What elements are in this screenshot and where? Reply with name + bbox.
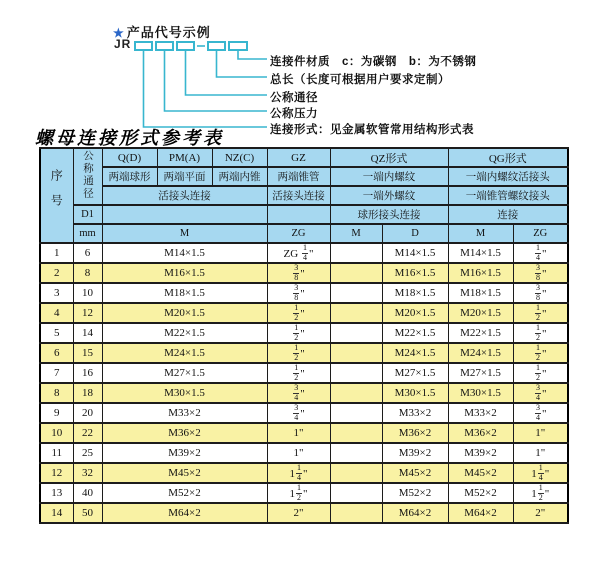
col-dn-header (73, 148, 102, 205)
connector-line-5 (144, 50, 268, 127)
cell-qz_d: M36×2 (382, 423, 448, 443)
cell-no: 1 (40, 243, 73, 263)
cell-qz_d: M64×2 (382, 503, 448, 523)
cell-qz_m (330, 323, 382, 343)
cell-gz: 1" (267, 423, 330, 443)
cell-qz_d: M39×2 (382, 443, 448, 463)
cell-dn: 25 (73, 443, 102, 463)
mm-header: mm (73, 224, 102, 243)
qz-type-inner: 一端内螺纹 (330, 167, 448, 186)
table-title: 螺母连接形式参考表 (35, 128, 224, 148)
qpn-blank (102, 205, 267, 224)
qg-connect: 连接 (448, 205, 568, 224)
cell-qg_m: M36×2 (448, 423, 513, 443)
cell-qz_d: M27×1.5 (382, 363, 448, 383)
code-label-diameter: 公称通径 (270, 92, 318, 104)
seq-label: 序号 (49, 169, 64, 219)
cell-gz: $\frac{3}{8}$ " (267, 263, 330, 283)
cell-m: M39×2 (102, 443, 267, 463)
table-row (40, 343, 568, 363)
cell-qz_m (330, 243, 382, 263)
cell-qg_zg: 1" (513, 443, 568, 463)
code-box-5 (229, 42, 247, 50)
cell-no: 12 (40, 463, 73, 483)
cell-qz_d: M14×1.5 (382, 243, 448, 263)
qg-type-taper: 一端锥管螺纹接头 (448, 186, 568, 205)
cell-m: M27×1.5 (102, 363, 267, 383)
cell-dn: 15 (73, 343, 102, 363)
cell-qz_m (330, 443, 382, 463)
cell-qz_d: M45×2 (382, 463, 448, 483)
cell-gz: 1 $\frac{1}{4}$ " (267, 463, 330, 483)
cell-qg_zg: $\frac{3}{8}$ " (513, 263, 568, 283)
cell-qz_d: M20×1.5 (382, 303, 448, 323)
product-code-prefix: JR (114, 37, 132, 51)
cell-qg_zg: 1" (513, 423, 568, 443)
cell-dn: 6 (73, 243, 102, 263)
cell-dn: 14 (73, 323, 102, 343)
table-row (40, 443, 568, 463)
cell-dn: 50 (73, 503, 102, 523)
cell-qg_m: M52×2 (448, 483, 513, 503)
header-row-1 (40, 148, 568, 167)
table-row (40, 323, 568, 343)
code-label-pressure: 公称压力 (270, 108, 318, 120)
cell-gz: $\frac{1}{2}$ " (267, 323, 330, 343)
gz-type: 两端锥管 (267, 167, 330, 186)
pm-type: 两端平面 (157, 167, 212, 186)
cell-dn: 16 (73, 363, 102, 383)
code-label-connection: 连接形式：见金属软管常用结构形式表 (270, 124, 474, 136)
cell-qz_d: M16×1.5 (382, 263, 448, 283)
cell-m: M20×1.5 (102, 303, 267, 323)
reference-table (39, 147, 569, 524)
cell-qg_zg: $\frac{1}{2}$ " (513, 343, 568, 363)
cell-qz_d: M33×2 (382, 403, 448, 423)
cell-gz: $\frac{3}{8}$ " (267, 283, 330, 303)
cell-qg_m: M45×2 (448, 463, 513, 483)
cell-m: M36×2 (102, 423, 267, 443)
connector-line-2 (217, 50, 268, 77)
cell-no: 7 (40, 363, 73, 383)
cell-qz_m (330, 263, 382, 283)
table-row (40, 263, 568, 283)
col-qz-code: QZ形式 (330, 148, 448, 167)
qg-type-inner: 一端内螺纹活接头 (448, 167, 568, 186)
cell-gz: $\frac{3}{4}$ " (267, 403, 330, 423)
qpn-connect: 活接头连接 (102, 186, 267, 205)
code-box-2 (156, 42, 173, 50)
qz-type-outer: 一端外螺纹 (330, 186, 448, 205)
cell-qg_m: M24×1.5 (448, 343, 513, 363)
table-row (40, 283, 568, 303)
cell-qg_zg: 1 $\frac{1}{4}$ " (513, 463, 568, 483)
cell-no: 9 (40, 403, 73, 423)
col-seq-header (40, 148, 73, 243)
cell-no: 5 (40, 323, 73, 343)
cell-no: 6 (40, 343, 73, 363)
table-row (40, 363, 568, 383)
table-row (40, 403, 568, 423)
table-row (40, 383, 568, 403)
cell-qg_zg: $\frac{3}{4}$ " (513, 383, 568, 403)
col-q-code: Q(D) (102, 148, 157, 167)
cell-qg_m: M30×1.5 (448, 383, 513, 403)
cell-no: 11 (40, 443, 73, 463)
connector-line-3 (186, 50, 268, 95)
cell-dn: 12 (73, 303, 102, 323)
code-label-material: 连接件材质 c：为碳钢 b：为不锈钢 (270, 56, 477, 68)
code-box-3 (177, 42, 194, 50)
cell-no: 2 (40, 263, 73, 283)
cell-qz_d: M24×1.5 (382, 343, 448, 363)
cell-qg_zg: 2" (513, 503, 568, 523)
cell-dn: 22 (73, 423, 102, 443)
cell-qg_zg: $\frac{1}{2}$ " (513, 303, 568, 323)
cell-qz_m (330, 503, 382, 523)
header-row-2 (40, 167, 568, 186)
q-type: 两端球形 (102, 167, 157, 186)
cell-qg_zg: 1 $\frac{1}{2}$ " (513, 483, 568, 503)
cell-dn: 8 (73, 263, 102, 283)
code-box-4 (208, 42, 225, 50)
cell-m: M14×1.5 (102, 243, 267, 263)
cell-qg_zg: $\frac{1}{2}$ " (513, 323, 568, 343)
gz-blank (267, 205, 330, 224)
header-row-4 (40, 205, 568, 224)
cell-qg_zg: $\frac{1}{4}$ " (513, 243, 568, 263)
cell-gz: 1" (267, 443, 330, 463)
header-row-3 (40, 186, 568, 205)
cell-dn: 18 (73, 383, 102, 403)
cell-no: 3 (40, 283, 73, 303)
code-label-length: 总长（长度可根据用户要求定制） (270, 74, 450, 86)
cell-dn: 10 (73, 283, 102, 303)
cell-m: M33×2 (102, 403, 267, 423)
qz-unit-m: M (330, 224, 382, 243)
cell-gz: 2" (267, 503, 330, 523)
dn-label: 公称通径 (82, 150, 93, 200)
cell-m: M16×1.5 (102, 263, 267, 283)
cell-gz: $\frac{1}{2}$ " (267, 343, 330, 363)
cell-qz_m (330, 383, 382, 403)
cell-qz_d: M30×1.5 (382, 383, 448, 403)
cell-m: M18×1.5 (102, 283, 267, 303)
reference-table-wrap (39, 147, 569, 524)
qz-ball-connect: 球形接头连接 (330, 205, 448, 224)
cell-qz_m (330, 483, 382, 503)
cell-dn: 40 (73, 483, 102, 503)
col-qg-code: QG形式 (448, 148, 568, 167)
table-body (40, 243, 568, 523)
cell-qg_m: M33×2 (448, 403, 513, 423)
cell-qg_m: M16×1.5 (448, 263, 513, 283)
cell-qg_zg: $\frac{3}{8}$ " (513, 283, 568, 303)
table-row (40, 423, 568, 443)
unit-zg: ZG (267, 224, 330, 243)
qg-unit-zg: ZG (513, 224, 568, 243)
diagram-title-text: 产品代号示例 (126, 25, 211, 40)
cell-qz_d: M18×1.5 (382, 283, 448, 303)
cell-no: 10 (40, 423, 73, 443)
cell-gz: ZG $\frac{1}{4}$ " (267, 243, 330, 263)
cell-m: M30×1.5 (102, 383, 267, 403)
cell-qg_zg: $\frac{1}{2}$ " (513, 363, 568, 383)
cell-qg_m: M64×2 (448, 503, 513, 523)
cell-qz_m (330, 403, 382, 423)
qz-unit-d: D (382, 224, 448, 243)
col-pm-code: PM(A) (157, 148, 212, 167)
cell-qz_m (330, 423, 382, 443)
col-gz-code: GZ (267, 148, 330, 167)
cell-m: M22×1.5 (102, 323, 267, 343)
cell-qg_m: M18×1.5 (448, 283, 513, 303)
table-row (40, 503, 568, 523)
cell-dn: 32 (73, 463, 102, 483)
star-icon: ★ (113, 26, 125, 40)
gz-connect: 活接头连接 (267, 186, 330, 205)
cell-qz_d: M52×2 (382, 483, 448, 503)
cell-m: M52×2 (102, 483, 267, 503)
cell-gz: $\frac{1}{2}$ " (267, 303, 330, 323)
table-header (40, 148, 568, 243)
cell-no: 4 (40, 303, 73, 323)
cell-gz: $\frac{3}{4}$ " (267, 383, 330, 403)
cell-qz_m (330, 303, 382, 323)
cell-qg_m: M22×1.5 (448, 323, 513, 343)
cell-qz_m (330, 463, 382, 483)
code-box-1 (135, 42, 152, 50)
d1-header: D1 (73, 205, 102, 224)
table-row (40, 463, 568, 483)
cell-gz: $\frac{1}{2}$ " (267, 363, 330, 383)
cell-qz_m (330, 363, 382, 383)
connector-line-1 (238, 50, 267, 59)
cell-no: 8 (40, 383, 73, 403)
unit-m: M (102, 224, 267, 243)
header-row-5 (40, 224, 568, 243)
cell-dn: 20 (73, 403, 102, 423)
table-row (40, 483, 568, 503)
cell-gz: 1 $\frac{1}{2}$ " (267, 483, 330, 503)
col-nz-code: NZ(C) (212, 148, 267, 167)
cell-qz_m (330, 283, 382, 303)
cell-qz_m (330, 343, 382, 363)
nz-type: 两端内锥 (212, 167, 267, 186)
cell-qg_m: M39×2 (448, 443, 513, 463)
cell-no: 14 (40, 503, 73, 523)
cell-m: M64×2 (102, 503, 267, 523)
cell-qg_m: M20×1.5 (448, 303, 513, 323)
cell-m: M24×1.5 (102, 343, 267, 363)
qg-unit-m: M (448, 224, 513, 243)
table-row (40, 303, 568, 323)
cell-no: 13 (40, 483, 73, 503)
cell-m: M45×2 (102, 463, 267, 483)
cell-qg_zg: $\frac{3}{4}$ " (513, 403, 568, 423)
cell-qg_m: M14×1.5 (448, 243, 513, 263)
cell-qg_m: M27×1.5 (448, 363, 513, 383)
table-row (40, 243, 568, 263)
cell-qz_d: M22×1.5 (382, 323, 448, 343)
